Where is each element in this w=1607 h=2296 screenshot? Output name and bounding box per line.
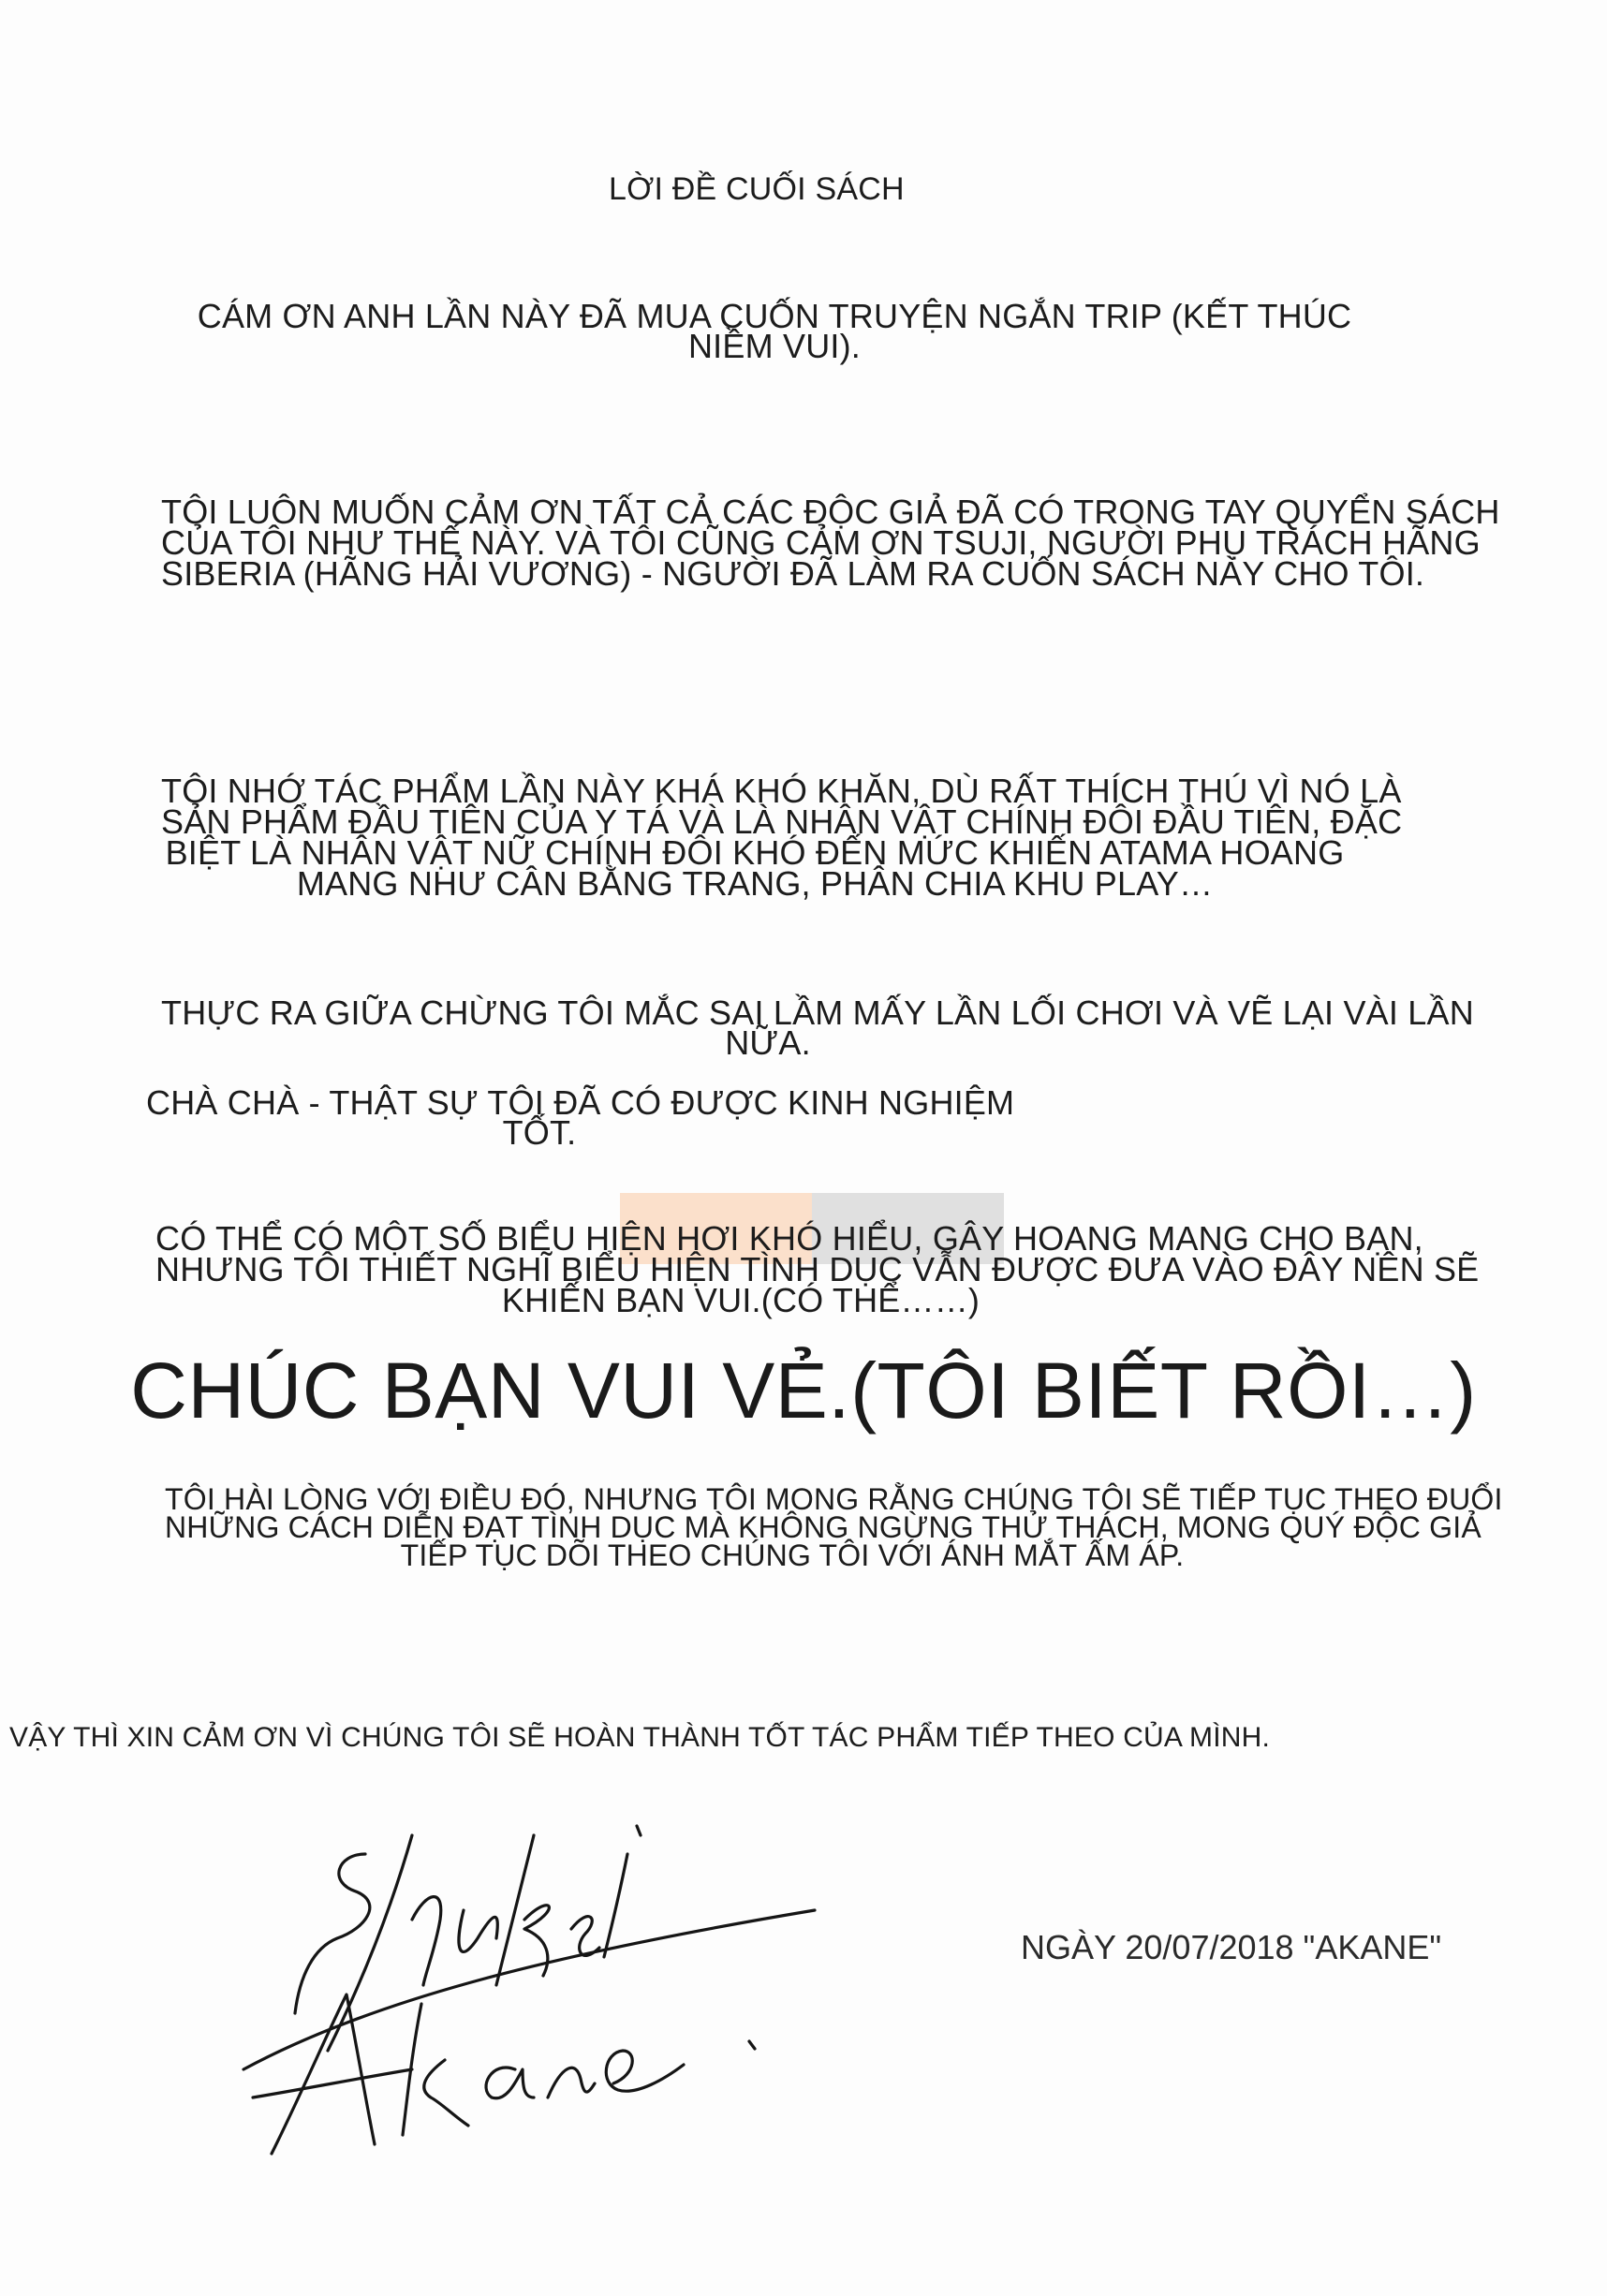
text-line: CÓ THỂ CÓ MỘT SỐ BIỂU HIỆN HƠI KHÓ HIỂU, GÂY HOANG MANG CHO BẠN, [155,1219,1423,1258]
text-line: NHƯNG TÔI THIẾT NGHĨ BIỂU HIỆN TÌNH DỤC VẪN ĐƯỢC ĐƯA VÀO ĐÂY NÊN SẼ [155,1250,1480,1288]
text-line: MANG NHƯ CÂN BẰNG TRANG, PHÂN CHIA KHU PLAY… [296,864,1214,903]
paragraph-thanks-readers [161,493,1500,593]
paragraph-thanks-purchase [161,297,1388,365]
text-line: TÔI LUÔN MUỐN CẢM ƠN TẤT CẢ CÁC ĐỘC GIẢ ĐÃ CÓ TRONG TAY QUYỂN SÁCH [161,493,1500,531]
text-line: VẬY THÌ XIN CẢM ƠN VÌ CHÚNG TÔI SẼ HOÀN THÀNH TỐT TÁC PHẨM TIẾP THEO CỦA MÌNH. [9,1722,1271,1753]
headline: CHÚC BẠN VUI VẺ.(TÔI BIẾT RỒI…) [130,1347,1477,1435]
text-line: TỐT. [502,1113,577,1152]
text-line: CỦA TÔI NHƯ THẾ NÀY. VÀ TÔI CŨNG CẢM ƠN TSUJI, NGƯỜI PHỤ TRÁCH HÃNG [161,523,1481,562]
text-line: SẢN PHẨM ĐẦU TIÊN CỦA Y TÁ VÀ LÀ NHÂN VẬT CHÍNH ĐÔI ĐẦU TIÊN, ĐẶC [161,802,1403,841]
signature-image [225,1817,824,2172]
paragraph-closing [9,1722,1271,1753]
page-heading: LỜI ĐỀ CUỐI SÁCH [609,171,905,207]
paragraph-mistakes [161,993,1474,1062]
text-line: CÁM ƠN ANH LẦN NÀY ĐÃ MUA CUỐN TRUYỆN NGẮN TRIP (KẾT THÚC [197,297,1352,335]
text-line: CHÀ CHÀ - THẬT SỰ TÔI ĐÃ CÓ ĐƯỢC KINH NGHIỆM [146,1083,1015,1122]
text-line: KHIẾN BẠN VUI.(CÓ THỂ……) [501,1281,980,1319]
paragraph-experience [146,1083,1015,1152]
text-line: TÔI NHỚ TÁC PHẨM LẦN NÀY KHÁ KHÓ KHĂN, DÙ RẤT THÍCH THÚ VÌ NÓ LÀ [161,772,1402,810]
paragraph-expressions [155,1219,1480,1319]
text-line: BIỆT LÀ NHÂN VẬT NỮ CHÍNH ĐÔI KHÓ ĐẾN MỨC KHIẾN ATAMA HOANG [165,833,1345,872]
text-line: NHỮNG CÁCH DIỄN ĐẠT TÌNH DỤC MÀ KHÔNG NGỪNG THỬ THÁCH, MONG QUÝ ĐỘC GIẢ [165,1510,1482,1544]
text-line: NIỀM VUI). [687,327,861,365]
text-line: NỮA. [725,1023,811,1062]
paragraph-satisfaction [165,1482,1503,1572]
date-line: NGÀY 20/07/2018 "AKANE" [1021,1928,1442,1966]
text-line: THỰC RA GIỮA CHỪNG TÔI MẮC SAI LẦM MẤY LẦN LỐI CHƠI VÀ VẼ LẠI VÀI LẦN [161,993,1474,1032]
text-line: TIẾP TỤC DÕI THEO CHÚNG TÔI VỚI ÁNH MẮT ẤM ÁP. [400,1538,1185,1572]
text-line: SIBERIA (HÃNG HẢI VƯƠNG) - NGƯỜI ĐÃ LÀM RA CUỐN SÁCH NÀY CHO TÔI. [161,554,1425,593]
text-line: TÔI HÀI LÒNG VỚI ĐIỀU ĐÓ, NHƯNG TÔI MONG RẰNG CHÚNG TÔI SẼ TIẾP TỤC THEO ĐUỔI [165,1482,1503,1516]
paragraph-work-difficulty [161,772,1403,903]
